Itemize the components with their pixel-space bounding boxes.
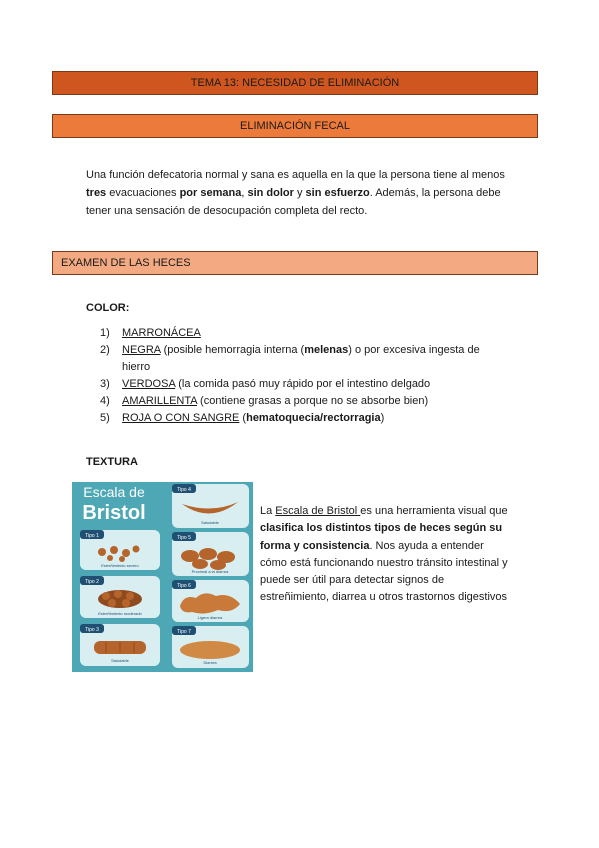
svg-text:Tipo 5: Tipo 5: [177, 535, 191, 541]
svg-text:Saludable: Saludable: [111, 658, 129, 663]
bristol-description: La Escala de Bristol es una herramienta visual que clasifica los distintos tipos de heces según su forma y consistencia. Nos ayuda a entender cómo está funcionando nuestro tránsito intestinal y puede ser útil para detectar signos de estreñimiento, diarrea u otros trastornos digestivos: [260, 505, 508, 604]
svg-text:Tipo 4: Tipo 4: [177, 487, 191, 493]
bristol-type-1-card: [80, 530, 160, 570]
color-list: [100, 325, 500, 427]
svg-text:Tipo 2: Tipo 2: [85, 579, 99, 585]
topic-title-bar: [52, 71, 538, 95]
bristol-type-5-card: [172, 532, 249, 576]
texture-heading: TEXTURA: [86, 456, 138, 468]
list-item: 2) NEGRA (posible hemorragia interna (melenas) o por excesiva ingesta de hierro: [100, 344, 480, 373]
section-title-bar: [52, 251, 538, 275]
bristol-scale-image: [72, 482, 253, 672]
list-item: 1) MARRONÁCEA: [100, 327, 201, 339]
section-title: EXAMEN DE LAS HECES: [61, 257, 191, 269]
bristol-type-6-card: [172, 580, 249, 622]
svg-text:Saludable: Saludable: [201, 520, 219, 525]
bristol-link[interactable]: Escala de Bristol: [275, 505, 361, 517]
svg-text:Tipo 6: Tipo 6: [177, 583, 191, 589]
intro-paragraph: Una función defecatoria normal y sana es aquella en la que la persona tiene al menos tres evacuaciones por semana, sin dolor y sin esfuerzo. Además, la persona debe tener una sensación de desocupación completa del recto.: [86, 169, 505, 217]
bristol-type-2-card: [80, 576, 160, 618]
list-item: 4) AMARILLENTA (contiene grasas a porque no se absorbe bien): [100, 395, 429, 407]
bristol-type-3-card: [80, 624, 160, 666]
svg-text:Tipo 1: Tipo 1: [85, 533, 99, 539]
list-item: 3) VERDOSA (la comida pasó muy rápido por el intestino delgado: [100, 378, 431, 390]
svg-text:Diarrea: Diarrea: [203, 660, 217, 665]
subtopic-title-bar: [52, 114, 538, 138]
bristol-type-7-card: [172, 626, 249, 668]
color-heading: COLOR:: [86, 302, 130, 314]
bristol-title-1: Escala de: [83, 484, 145, 500]
svg-text:Tipo 3: Tipo 3: [85, 627, 99, 633]
svg-text:Proximal a la diarrea: Proximal a la diarrea: [191, 569, 229, 574]
subtopic-title: ELIMINACIÓN FECAL: [239, 120, 351, 132]
bristol-type-4-card: [172, 484, 249, 528]
bristol-title-2: Bristol: [82, 502, 146, 524]
list-item: 5) ROJA O CON SANGRE (hematoquecia/rectorragia): [100, 412, 385, 424]
svg-text:Estreñimiento severo: Estreñimiento severo: [101, 563, 139, 568]
svg-text:Ligera diarrea: Ligera diarrea: [197, 615, 223, 620]
svg-text:Tipo 7: Tipo 7: [177, 629, 191, 635]
svg-text:Estreñimiento moderado: Estreñimiento moderado: [98, 611, 142, 616]
topic-title: TEMA 13: NECESIDAD DE ELIMINACIÓN: [190, 77, 400, 89]
bristol-chart-graphic: [72, 482, 253, 672]
